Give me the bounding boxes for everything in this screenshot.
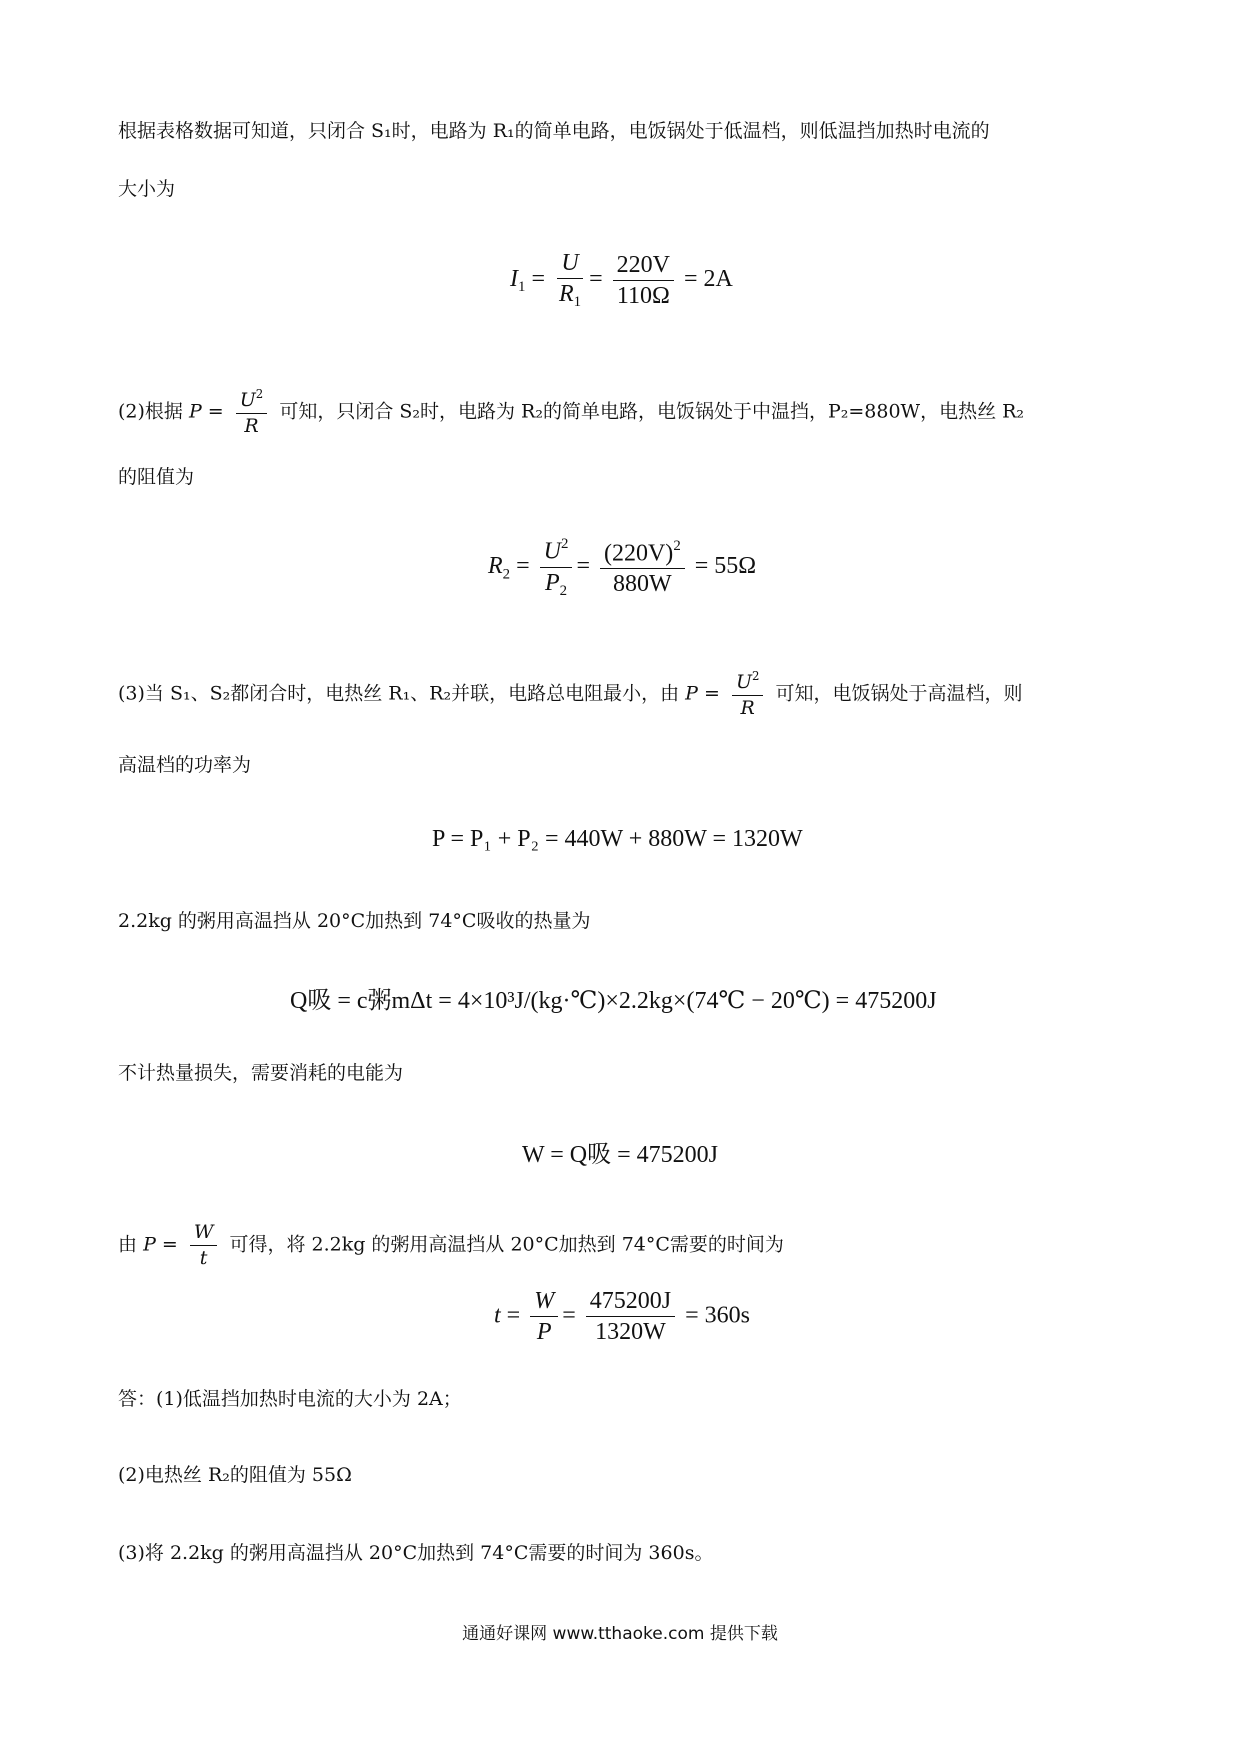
p2-inline-den: R bbox=[244, 415, 259, 438]
eq2-frac1-num-sup: 2 bbox=[561, 536, 569, 552]
p6-prefix: 由 bbox=[118, 1233, 138, 1256]
eq2-frac1-den-sub: 2 bbox=[559, 583, 568, 599]
equation-current: $I_1$ = $\frac{U}{R_1}$ = $\frac{220V}{110\Omega}$ = 2A bbox=[510, 250, 733, 311]
p2-inline-num: U bbox=[239, 389, 256, 412]
eq2-frac2-den: 880W bbox=[613, 571, 672, 598]
eq2-result: = 55Ω bbox=[694, 553, 757, 580]
eq1-result: = 2A bbox=[683, 265, 733, 292]
eq2-frac1-den: P bbox=[544, 569, 560, 596]
p6-inline-var: P bbox=[143, 1233, 156, 1256]
p6-inline-fraction bbox=[190, 1222, 218, 1269]
eq6-frac1-num: W bbox=[534, 1288, 555, 1314]
equation-energy: W = Q吸 = 475200J bbox=[522, 1142, 718, 1168]
eq2-frac2-num-sup: 2 bbox=[673, 537, 681, 554]
eq1-frac1-den: R bbox=[558, 281, 574, 308]
equation-time: t = $\frac{W}{P}$ = $\frac{475200J}{1320W}$ = 360s bbox=[494, 1288, 750, 1346]
paragraph-3-line-1: (3)当 S₁、S₂都闭合时，电热丝 R₁、R₂并联，电路总电阻最小，由 P = $\frac{U^2}{R}$ 可知，电饭锅处于高温档，则 bbox=[118, 669, 1023, 720]
paragraph-4: 2.2kg 的粥用高温挡从 20°C加热到 74°C吸收的热量为 bbox=[118, 910, 591, 932]
eq1-lhs: I bbox=[510, 265, 518, 292]
answer-line-1: 答：(1)低温挡加热时电流的大小为 2A； bbox=[118, 1388, 462, 1410]
p2-inline-fraction bbox=[236, 388, 268, 437]
paragraph-6: 由 P = $\frac{W}{t}$ 可得，将 2.2kg 的粥用高温挡从 20°C加热到 74°C需要的时间为 bbox=[118, 1221, 784, 1269]
page-footer: 通通好课网 www.tthaoke.com 提供下载 bbox=[462, 1624, 778, 1644]
eq6-frac2-den: 1320W bbox=[595, 1319, 666, 1346]
equation-power: P = P₁ + P₂ = 440W + 880W = 1320W bbox=[432, 826, 803, 852]
p3-inline-fraction bbox=[732, 670, 764, 719]
p6-inline-den: t bbox=[199, 1246, 208, 1269]
eq2-lhs-sub: 2 bbox=[502, 566, 511, 583]
eq6-frac2-num: 475200J bbox=[586, 1288, 675, 1317]
p6-middle: 可得，将 2.2kg 的粥用高温挡从 20°C加热到 74°C需要的时间为 bbox=[229, 1233, 784, 1256]
p2-inline-var: P bbox=[188, 400, 202, 423]
p2-prefix: (2)根据 bbox=[118, 400, 183, 423]
paragraph-1-line-2: 大小为 bbox=[118, 178, 176, 200]
eq2-frac1-num: U bbox=[543, 538, 561, 565]
eq6-lhs: t bbox=[494, 1302, 501, 1329]
paragraph-3-line-2: 高温档的功率为 bbox=[118, 754, 252, 776]
p3-prefix: (3)当 S₁、S₂都闭合时，电热丝 R₁、R₂并联，电路总电阻最小，由 bbox=[118, 682, 680, 705]
eq1-frac2-den: 110Ω bbox=[616, 282, 670, 309]
eq2-lhs: R bbox=[488, 553, 503, 580]
answer-line-2: (2)电热丝 R₂的阻值为 55Ω bbox=[118, 1464, 352, 1486]
p3-inline-var: P bbox=[685, 682, 698, 705]
eq1-fraction-symbolic bbox=[555, 250, 585, 311]
p3-inline-num-sup: 2 bbox=[751, 669, 760, 683]
paragraph-2-line-1: (2)根据 P = $\frac{U^2}{R}$ 可知，只闭合 S₂时，电路为 R₂的简单电路，电饭锅处于中温挡，P₂=880W，电热丝 R₂ bbox=[118, 387, 1025, 438]
eq6-fraction-symbolic bbox=[530, 1288, 558, 1346]
eq6-result: = 360s bbox=[685, 1302, 750, 1329]
equation-heat: Q吸 = c粥mΔt = 4×10³J/(kg·℃)×2.2kg×(74℃ − 20℃) = 475200J bbox=[290, 988, 937, 1014]
paragraph-5: 不计热量损失，需要消耗的电能为 bbox=[118, 1062, 404, 1084]
p2-middle: 可知，只闭合 S₂时，电路为 R₂的简单电路，电饭锅处于中温挡，P₂=880W，电热丝 R₂ bbox=[279, 400, 1025, 423]
eq6-frac1-den: P bbox=[536, 1319, 552, 1346]
eq1-frac1-den-sub: 1 bbox=[573, 294, 582, 311]
equation-resistance: $R_2$ = $\frac{U^2}{P_2}$ = $\frac{(220V)^2}{880W}$ = 55Ω bbox=[488, 536, 757, 599]
eq2-frac2-num: (220V) bbox=[603, 539, 674, 566]
paragraph-2-line-2: 的阻值为 bbox=[118, 466, 195, 488]
eq1-frac1-num: U bbox=[561, 250, 579, 276]
eq2-fraction-symbolic bbox=[540, 536, 573, 599]
p6-inline-num: W bbox=[193, 1221, 214, 1243]
paragraph-1-line-1: 根据表格数据可知道，只闭合 S₁时，电路为 R₁的简单电路，电饭锅处于低温档，则低温挡加热时电流的 bbox=[118, 120, 990, 142]
eq1-frac2-num: 220V bbox=[613, 252, 674, 281]
p3-inline-num: U bbox=[735, 671, 752, 694]
eq1-fraction-numeric bbox=[613, 252, 674, 310]
eq6-fraction-numeric bbox=[586, 1288, 675, 1346]
p3-middle: 可知，电饭锅处于高温档，则 bbox=[775, 682, 1023, 705]
eq1-lhs-sub: 1 bbox=[518, 279, 526, 296]
eq2-fraction-numeric bbox=[600, 538, 685, 598]
answer-line-3: (3)将 2.2kg 的粥用高温挡从 20°C加热到 74°C需要的时间为 360s。 bbox=[118, 1542, 714, 1564]
p3-inline-den: R bbox=[740, 697, 755, 720]
p2-inline-num-sup: 2 bbox=[255, 387, 264, 401]
